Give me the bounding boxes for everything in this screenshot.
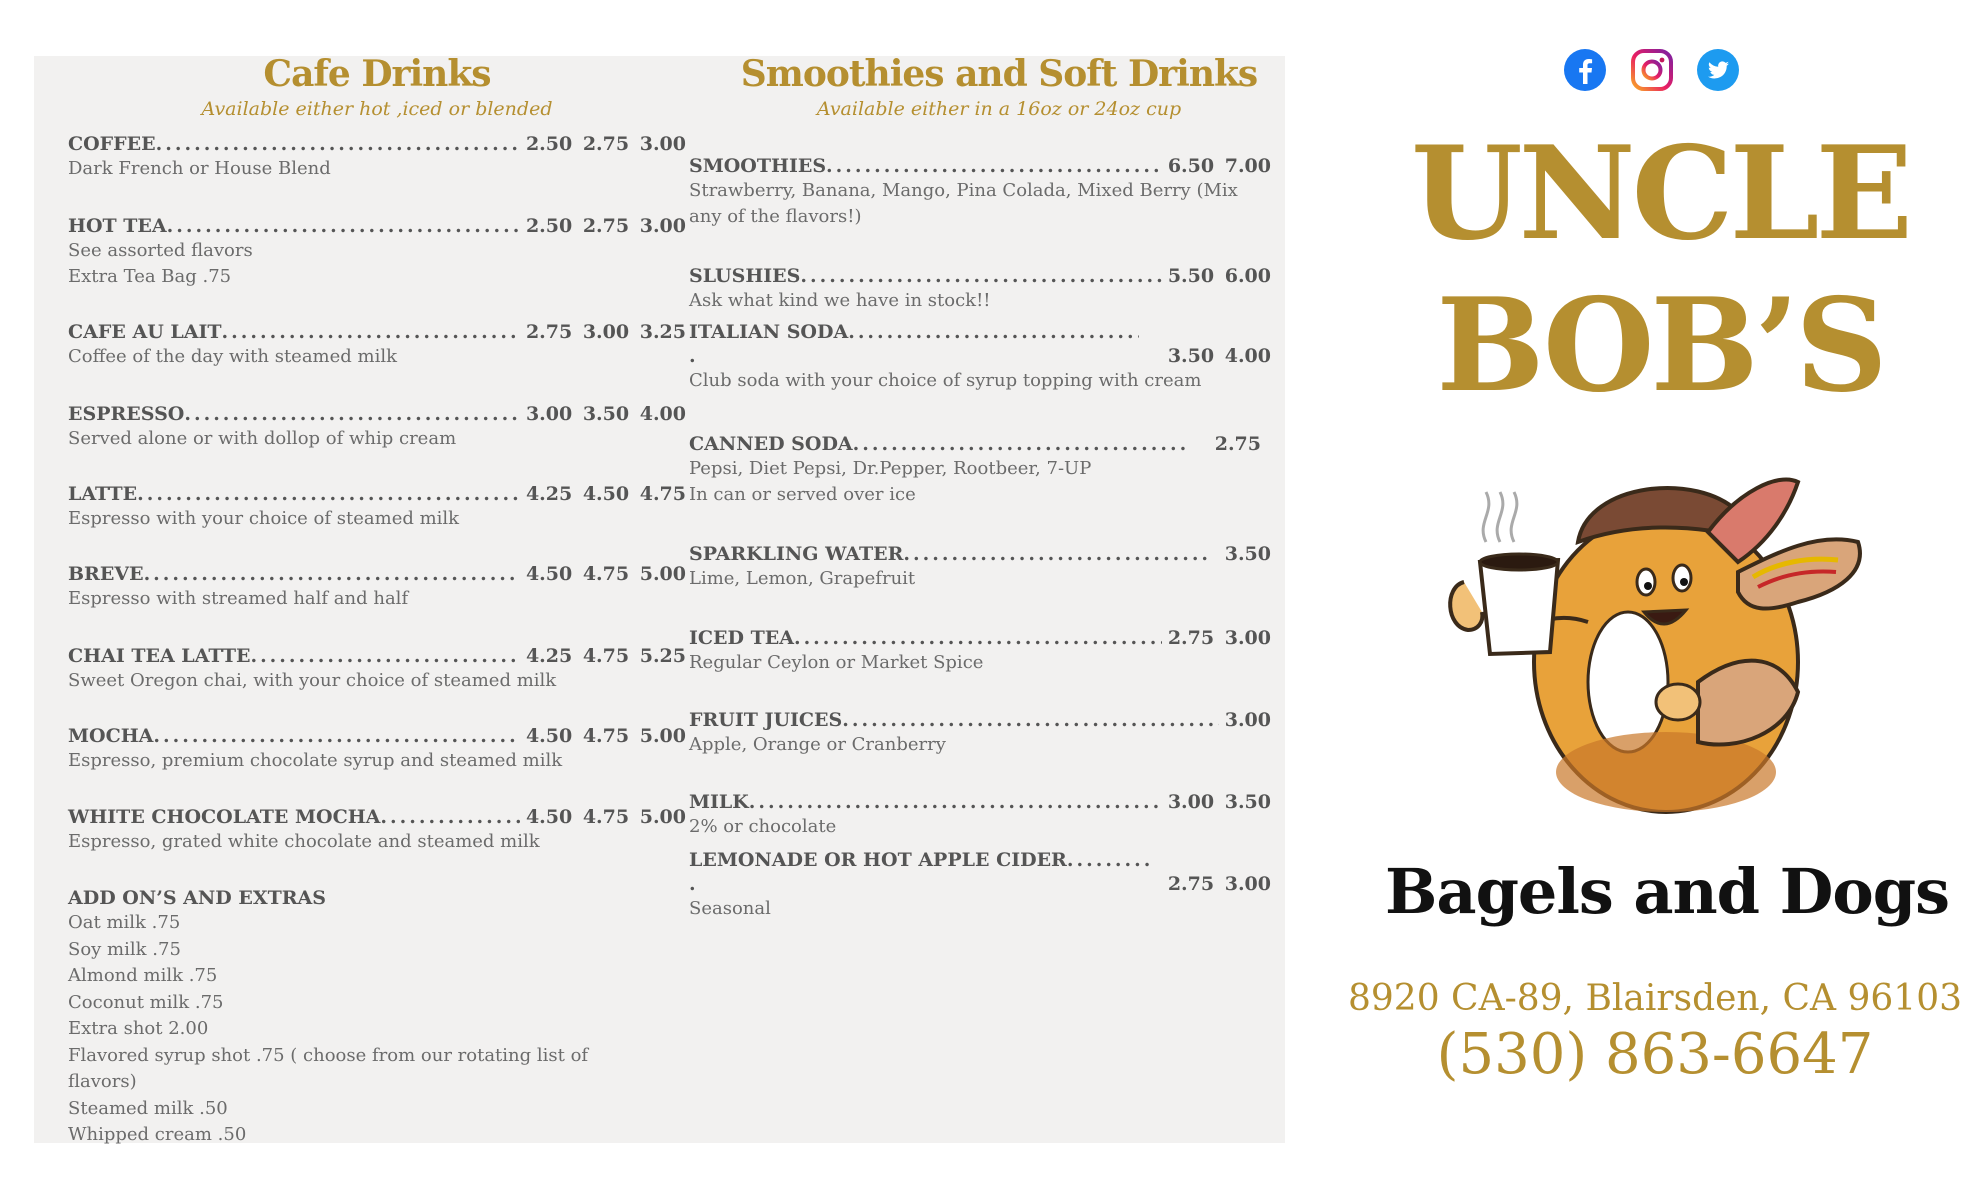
menu-item-canned-soda xyxy=(689,432,1271,508)
leader-dots xyxy=(800,264,1161,288)
leader-dots: . xyxy=(689,345,696,367)
menu-item-slushies xyxy=(689,264,1271,314)
item-name: MOCHA xyxy=(68,725,154,747)
extra-item: Oat milk .75 xyxy=(68,912,181,933)
menu-item-coffee xyxy=(68,132,686,182)
leader-dots xyxy=(903,542,1208,566)
item-desc: Lime, Lemon, Grapefruit xyxy=(689,568,916,589)
item-prices: 4.25 4.50 4.75 xyxy=(525,483,686,505)
item-desc: See assorted flavors xyxy=(68,240,253,261)
smoothies-column xyxy=(689,53,1309,919)
extra-item: Flavored syrup shot .75 ( choose from our rotating list of flavors) xyxy=(68,1044,589,1092)
bagel-mascot-logo xyxy=(1438,452,1898,832)
section-title: Cafe Drinks xyxy=(263,53,491,95)
item-prices: 4.50 4.75 5.00 xyxy=(525,563,686,585)
item-desc: Extra Tea Bag .75 xyxy=(68,266,232,287)
item-prices: 2.75 3.00 3.25 xyxy=(525,321,686,343)
leader-dots xyxy=(749,790,1162,814)
menu-item-hot-tea xyxy=(68,214,686,290)
item-desc: Espresso, grated white chocolate and steamed milk xyxy=(68,831,540,852)
leader-dots xyxy=(144,562,520,586)
menu-item-smoothies xyxy=(689,154,1271,230)
menu-item-milk xyxy=(689,790,1271,840)
extra-item: Extra shot 2.00 xyxy=(68,1018,209,1039)
menu-item-breve xyxy=(68,562,686,612)
section-title: Smoothies and Soft Drinks xyxy=(740,53,1258,95)
leader-dots xyxy=(167,214,520,238)
item-name: LATTE xyxy=(68,483,138,505)
item-prices: 4.50 4.75 5.00 xyxy=(525,806,686,828)
leader-dots xyxy=(794,626,1162,650)
item-name: WHITE CHOCOLATE MOCHA xyxy=(68,806,381,828)
item-desc: Coffee of the day with steamed milk xyxy=(68,346,398,367)
item-name: CANNED SODA xyxy=(689,433,853,455)
item-name: LEMONADE OR HOT APPLE CIDER xyxy=(689,849,1067,871)
section-subtitle: Available either in a 16oz or 24oz cup xyxy=(816,98,1182,120)
item-name: SLUSHIES xyxy=(689,265,801,287)
leader-dots xyxy=(156,132,520,156)
item-desc: Apple, Orange or Cranberry xyxy=(689,734,946,755)
address: 8920 CA-89, Blairsden, CA 96103 xyxy=(1347,978,1963,1019)
item-desc: Strawberry, Banana, Mango, Pina Colada, Mixed Berry (Mix any of the flavors!) xyxy=(689,180,1238,227)
phone-number[interactable]: (530) 863-6647 xyxy=(1436,1022,1874,1087)
facebook-icon[interactable] xyxy=(1563,48,1607,92)
leader-dots xyxy=(184,402,520,426)
leader-dots xyxy=(222,320,520,344)
item-name: FRUIT JUICES xyxy=(689,709,843,731)
item-desc: 2% or chocolate xyxy=(689,816,837,837)
item-prices: 2.75 xyxy=(1214,433,1261,455)
item-prices: 2.50 2.75 3.00 xyxy=(525,133,686,155)
leader-dots xyxy=(826,154,1162,178)
item-desc: Seasonal xyxy=(689,898,771,919)
item-name: CHAI TEA LATTE xyxy=(68,645,251,667)
item-desc: Pepsi, Diet Pepsi, Dr.Pepper, Rootbeer, 7-UP xyxy=(689,458,1092,479)
item-name: SPARKLING WATER xyxy=(689,543,904,565)
menu-item-chai-tea-latte xyxy=(68,644,686,694)
section-subtitle: Available either hot ,iced or blended xyxy=(201,98,553,120)
menu-item-lemonade-cider xyxy=(689,848,1271,922)
item-prices: 3.00 3.50 xyxy=(1167,791,1271,813)
extra-item: Whipped cream .50 xyxy=(68,1124,247,1145)
menu-item-cafe-au-lait xyxy=(68,320,686,370)
extra-item: Almond milk .75 xyxy=(68,965,218,986)
leader-dots xyxy=(1067,848,1149,872)
leader-dots xyxy=(853,432,1189,456)
item-desc: Club soda with your choice of syrup topping with cream xyxy=(689,370,1202,391)
item-name: MILK xyxy=(689,791,749,813)
menu-item-sparkling-water xyxy=(689,542,1271,592)
extras-title: ADD ON’S AND EXTRAS xyxy=(68,887,326,909)
item-name: ITALIAN SODA xyxy=(689,321,849,343)
menu-item-fruit-juices xyxy=(689,708,1271,758)
leader-dots xyxy=(380,805,520,829)
item-name: SMOOTHIES xyxy=(689,155,827,177)
item-desc: In can or served over ice xyxy=(689,484,916,505)
item-desc: Dark French or House Blend xyxy=(68,158,331,179)
item-prices: 5.50 6.00 xyxy=(1167,265,1271,287)
item-name: BREVE xyxy=(68,563,144,585)
extra-item: Soy milk .75 xyxy=(68,938,181,960)
menu-item-iced-tea xyxy=(689,626,1271,676)
item-prices: 6.50 7.00 xyxy=(1167,155,1271,177)
menu-item-latte xyxy=(68,482,686,532)
item-desc: Sweet Oregon chai, with your choice of steamed milk xyxy=(68,670,557,691)
item-name: CAFE AU LAIT xyxy=(68,321,222,343)
item-desc: Espresso with your choice of steamed milk xyxy=(68,508,460,529)
brand-name-line1: UNCLE xyxy=(1410,119,1910,269)
item-prices: 3.50 xyxy=(1224,543,1271,565)
instagram-icon[interactable] xyxy=(1630,48,1674,92)
item-prices: 3.50 4.00 xyxy=(1167,345,1271,367)
brand-name-line2: BOB’S xyxy=(1436,271,1884,421)
item-prices: 4.25 4.75 5.25 xyxy=(525,645,686,667)
leader-dots: . xyxy=(689,873,696,895)
extra-item: Coconut milk .75 xyxy=(68,991,224,1013)
item-name: ICED TEA xyxy=(689,627,794,649)
item-desc: Regular Ceylon or Market Spice xyxy=(689,652,984,673)
cafe-drinks-column xyxy=(68,53,686,1145)
item-prices: 2.50 2.75 3.00 xyxy=(525,215,686,237)
extra-item: Steamed milk .50 xyxy=(68,1097,228,1119)
twitter-icon[interactable] xyxy=(1696,48,1740,92)
leader-dots xyxy=(842,708,1218,732)
item-prices: 4.50 4.75 5.00 xyxy=(525,725,686,747)
leader-dots xyxy=(153,724,520,748)
item-name: COFFEE xyxy=(68,133,156,155)
item-prices: 3.00 xyxy=(1224,709,1271,731)
menu-item-espresso xyxy=(68,402,686,452)
leader-dots xyxy=(848,320,1139,344)
item-desc: Espresso, premium chocolate syrup and steamed milk xyxy=(68,750,563,771)
item-desc: Espresso with streamed half and half xyxy=(68,588,409,609)
item-desc: Served alone or with dollop of whip cream xyxy=(68,428,457,449)
menu-panel xyxy=(34,53,1285,1145)
item-prices: 3.00 3.50 4.00 xyxy=(525,403,686,425)
leader-dots xyxy=(137,482,520,506)
extras-section xyxy=(68,886,628,1149)
tagline: Bagels and Dogs xyxy=(1385,855,1949,928)
item-desc: Ask what kind we have in stock!! xyxy=(689,290,991,311)
item-prices: 2.75 3.00 xyxy=(1167,873,1271,895)
menu-item-white-chocolate-mocha xyxy=(68,805,686,855)
item-name: ESPRESSO xyxy=(68,403,185,425)
menu-item-italian-soda xyxy=(689,320,1271,394)
item-name: HOT TEA xyxy=(68,215,167,237)
item-prices: 2.75 3.00 xyxy=(1167,627,1271,649)
leader-dots xyxy=(250,644,519,668)
menu-item-mocha xyxy=(68,724,686,774)
